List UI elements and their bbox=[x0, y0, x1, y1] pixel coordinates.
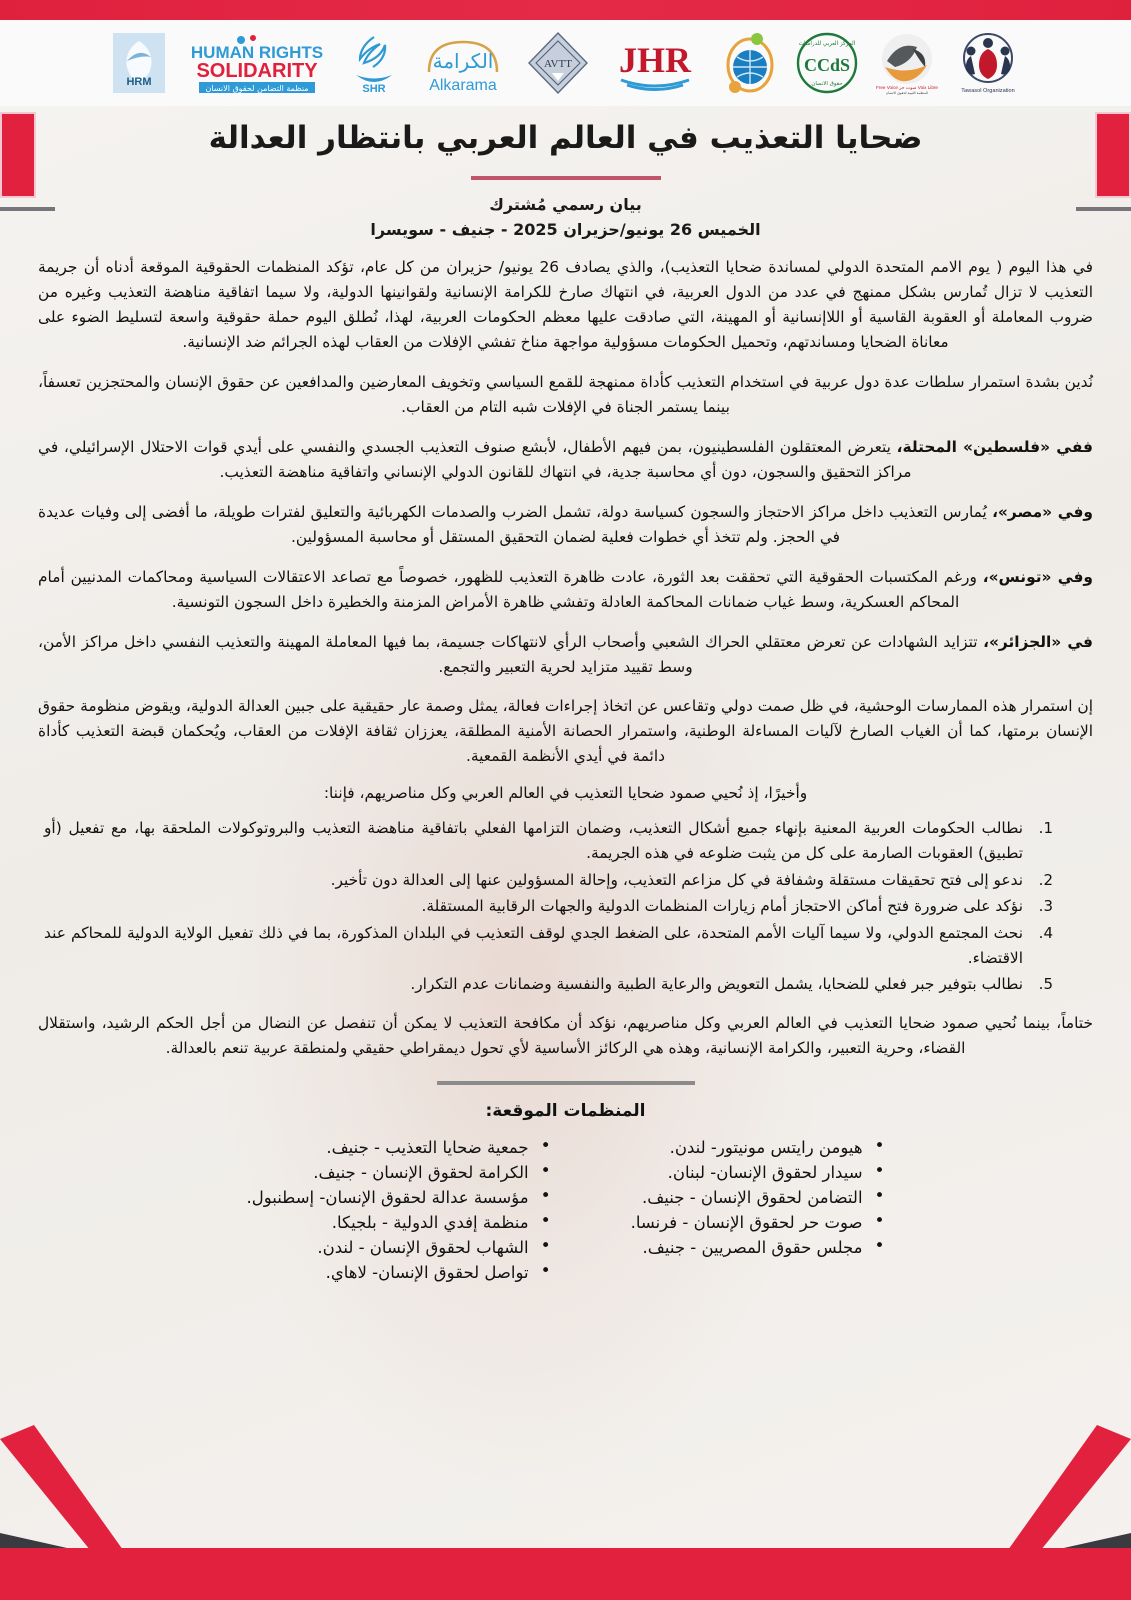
top-accent-bar-inner bbox=[0, 0, 1131, 20]
statement-content bbox=[0, 106, 1131, 1285]
paragraph-egypt bbox=[38, 500, 1093, 550]
avtt-logo bbox=[525, 30, 591, 96]
svg-text:JHR: JHR bbox=[618, 40, 691, 80]
ccds-logo bbox=[795, 30, 859, 96]
list-item: • هيومن رايتس مونيتور- لندن. bbox=[631, 1135, 885, 1160]
svg-text:AVTT: AVTT bbox=[543, 58, 572, 70]
top-accent-bar bbox=[0, 0, 1131, 20]
paragraph-algeria bbox=[38, 630, 1093, 680]
paragraph-conclusion: ختاماً، بينما نُحيي صمود ضحايا التعذيب في العالم العربي وكل مناصريهم، نؤكد أن مكافحة التعذيب لا يمكن أن تنفصل عن النضال من أجل الحكم الرشيد، واستقلال القضاء، وحرية التعبير، والكرامة الإنسانية، وهذه هي الركائز الأساسية لأي تحول ديمقراطي حقيقي ولمنطقة عربية تنعم بالعدالة. bbox=[38, 1013, 1093, 1057]
svg-text:المنظمة الليبية لحقوق الانسان: المنظمة الليبية لحقوق الانسان bbox=[885, 91, 928, 95]
list-item: • صوت حر لحقوق الإنسان - فرنسا. bbox=[631, 1210, 885, 1235]
svg-text:حقوق الانسان: حقوق الانسان bbox=[810, 81, 843, 87]
paragraph-palestine bbox=[38, 435, 1093, 485]
paragraph-impunity: إن استمرار هذه الممارسات الوحشية، في ظل صمت دولي وتقاعس عن اتخاذ إجراءات فعالة، يمثل وصمة عار حقيقية على جبين العدالة الدولية، ويقوض منظومة حقوق الإنسان برمتها، كما أن الغياب الصارخ لآليات المساءلة الوطنية، واستمرار الحصانة الأمنية المطلقة، يعززان ثقافة الإفلات من العقاب، ويُحكمان قبضة التعذيب كأداة دائمة في أيدي الأنظمة القمعية. bbox=[38, 697, 1093, 766]
demand-item: نطالب بتوفير جبر فعلي للضحايا، يشمل التعويض والرعاية الطبية والنفسية وضمانات عدم التكرار. bbox=[410, 975, 1023, 994]
demands-intro: وأخيرًا، إذ نُحيي صمود ضحايا التعذيب في العالم العربي وكل مناصريهم، فإننا: bbox=[323, 784, 808, 803]
list-item: • التضامن لحقوق الإنسان - جنيف. bbox=[631, 1185, 885, 1210]
tawasol-organization-logo bbox=[955, 30, 1021, 96]
demand-item: نحث المجتمع الدولي، ولا سيما آليات الأمم المتحدة، على الضغط الجدي لوقف التعذيب في البلدان المذكورة، بما في ذلك تفعيل الولاية الدولية للمحاكم عند الاقتضاء. bbox=[44, 923, 1023, 967]
list-item: • مؤسسة عدالة لحقوق الإنسان- إسطنبول. bbox=[246, 1185, 550, 1210]
svg-text:HUMAN RIGHTS: HUMAN RIGHTS bbox=[190, 43, 323, 62]
human-rights-solidarity-logo bbox=[181, 30, 333, 96]
svg-text:منظمة التضامن لحقوق الانسان: منظمة التضامن لحقوق الانسان bbox=[204, 84, 309, 93]
list-item: • سيدار لحقوق الإنسان- لبنان. bbox=[631, 1160, 885, 1185]
signatories-left-column bbox=[631, 1135, 885, 1285]
list-item: • الكرامة لحقوق الإنسان - جنيف. bbox=[246, 1160, 550, 1185]
demand-item: نطالب الحكومات العربية المعنية بإنهاء جميع أشكال التعذيب، وضمان التزامها الفعلي باتفاقية مناهضة التعذيب والبروتوكولات الملحقة بها، مع تفعيل (أو تطبيق) العقوبات الصارمة على كل من يثبت ضلوعه في هذه الجريمة. bbox=[44, 819, 1023, 862]
demand-item: ندعو إلى فتح تحقيقات مستقلة وشفافة في كل مزاعم التعذيب، وإحالة المسؤولين عنها إلى العدالة دون تأخير. bbox=[330, 870, 1023, 889]
svg-text:HRM: HRM bbox=[125, 76, 152, 88]
list-item: • جمعية ضحايا التعذيب - جنيف. bbox=[246, 1135, 550, 1160]
paragraph-tunisia bbox=[38, 565, 1093, 615]
alkarama-logo bbox=[415, 30, 511, 96]
signatories-divider bbox=[437, 1081, 695, 1085]
list-item: • مجلس حقوق المصريين - جنيف. bbox=[631, 1235, 885, 1260]
country-text-algeria: تتزايد الشهادات عن تعرض معتقلي الحراك الشعبي وأصحاب الرأي لانتهاكات جسيمة، بما فيها المعاملة المهينة والتعذيب النفسي داخل مراكز الأمن، وسط تقييد متزايد لحرية التعبير والتجمع. bbox=[38, 632, 984, 676]
demand-item: نؤكد على ضرورة فتح أماكن الاحتجاز أمام زيارات المنظمات الدولية والجهات الرقابية المستقلة. bbox=[421, 897, 1023, 916]
organization-logos-bar bbox=[0, 20, 1131, 106]
statement-body bbox=[24, 255, 1107, 1061]
country-text-egypt: يُمارس التعذيب داخل مراكز الاحتجاز والسجون كسياسة دولة، تشمل الضرب والصدمات الكهربائية والتعليق لفترات طويلة، ما أفضى إلى وفيات عديدة في الحجز. ولم تتخذ أي خطوات فعلية لضمان التحقيق المستقل أو محاسبة المسؤولين. bbox=[38, 502, 993, 546]
svg-text:Free Voice صوت حر Voix Libre: Free Voice صوت حر Voix Libre bbox=[875, 85, 938, 90]
statement-dateline: الخميس 26 يونيو/حزيران 2025 - جنيف - سويسرا bbox=[370, 220, 761, 240]
country-lead-palestine: ففي «فلسطين» المحتلة، bbox=[896, 437, 1093, 456]
statement-subtitle: بيان رسمي مُشترك bbox=[489, 194, 642, 214]
jhr-logo bbox=[605, 30, 705, 96]
hrm-logo bbox=[111, 30, 167, 96]
svg-text:الكرامة: الكرامة bbox=[432, 49, 493, 73]
paragraph-intro: في هذا اليوم ( يوم الامم المتحدة الدولي لمساندة ضحايا التعذيب)، والذي يصادف 26 يونيو/ حزيران من كل عام، تؤكد المنظمات الحقوقية الموقعة أدناه أن جريمة التعذيب لا تزال تُمارس بشكل ممنهج في عدد من الدول العربية، في انتهاك صارخ للكرامة الإنسانية ولقوانينها الدولية، ولا سيما اتفاقية مناهضة التعذيب وغيره من ضروب المعاملة أو العقوبة القاسية أو اللاإنسانية أو المهينة، التي صادقت عليها معظم الحكومات العربية، لهذا، نُطلق اليوم حملة حقوقية واسعة لتسليط الضوء على معاناة الضحايا ومساندتهم، وتحميل الحكومات مسؤولية مواجهة مناخ تفشي الإفلات من العقاب لهذه الجرائم ضد الإنسانية. bbox=[38, 258, 1093, 351]
country-lead-tunisia: وفي «تونس»، bbox=[982, 567, 1093, 586]
list-item: • تواصل لحقوق الإنسان- لاهاي. bbox=[246, 1260, 550, 1285]
country-text-palestine: يتعرض المعتقلون الفلسطينيون، بمن فيهم الأطفال، لأبشع صنوف التعذيب الجسدي والنفسي على أيدي قوات الاحتلال الإسرائيلي، في مراكز التحقيق والسجون، دون أي محاسبة جدية، في انتهاك للقانون الدولي الإنساني واتفاقية مناهضة التعذيب. bbox=[38, 437, 912, 481]
free-voice-libya-logo bbox=[873, 30, 941, 96]
svg-text:المركز العربي للدراسات: المركز العربي للدراسات bbox=[798, 41, 855, 47]
svg-text:Tawasol Organization: Tawasol Organization bbox=[960, 88, 1015, 94]
svg-text:CCdS: CCdS bbox=[803, 55, 850, 75]
demands-list bbox=[44, 816, 1053, 996]
svg-text:Alkarama: Alkarama bbox=[428, 77, 497, 94]
list-item: • الشهاب لحقوق الإنسان - لندن. bbox=[246, 1235, 550, 1260]
paragraph-condemnation: نُدين بشدة استمرار سلطات عدة دول عربية في استخدام التعذيب كأداة ممنهجة للقمع السياسي وتخويف المعارضين والمدافعين عن حقوق الإنسان والمحتجزين تعسفاً، بينما يستمر الجناة في الإفلات شبه التام من العقاب. bbox=[38, 372, 1093, 416]
bottom-accent-bar bbox=[0, 1548, 1131, 1600]
country-lead-egypt: وفي «مصر»، bbox=[992, 502, 1093, 521]
title-divider bbox=[471, 176, 661, 180]
globe-logo bbox=[719, 30, 781, 96]
svg-text:SOLIDARITY: SOLIDARITY bbox=[195, 60, 318, 82]
list-item: • منظمة إفدي الدولية - بلجيكا. bbox=[246, 1210, 550, 1235]
signatories-right-column bbox=[246, 1135, 550, 1285]
svg-text:SHR: SHR bbox=[361, 83, 386, 95]
page-title: ضحايا التعذيب في العالم العربي بانتظار العدالة bbox=[208, 120, 923, 156]
country-text-tunisia: ورغم المكتسبات الحقوقية التي تحققت بعد الثورة، عادت ظاهرة التعذيب للظهور، خصوصاً مع تصاعد الاعتقالات السياسية ومحاكمات المدنيين أمام المحاكم العسكرية، وسط غياب ضمانات المحاكمة العادلة وتفشي ظاهرة الأمراض المزمنة والخطيرة داخل السجون التونسية. bbox=[38, 567, 983, 611]
shr-logo bbox=[347, 30, 401, 96]
signatories-columns bbox=[24, 1135, 1107, 1285]
signatories-heading: المنظمات الموقعة: bbox=[485, 1100, 646, 1121]
country-lead-algeria: في «الجزائر»، bbox=[983, 632, 1093, 651]
